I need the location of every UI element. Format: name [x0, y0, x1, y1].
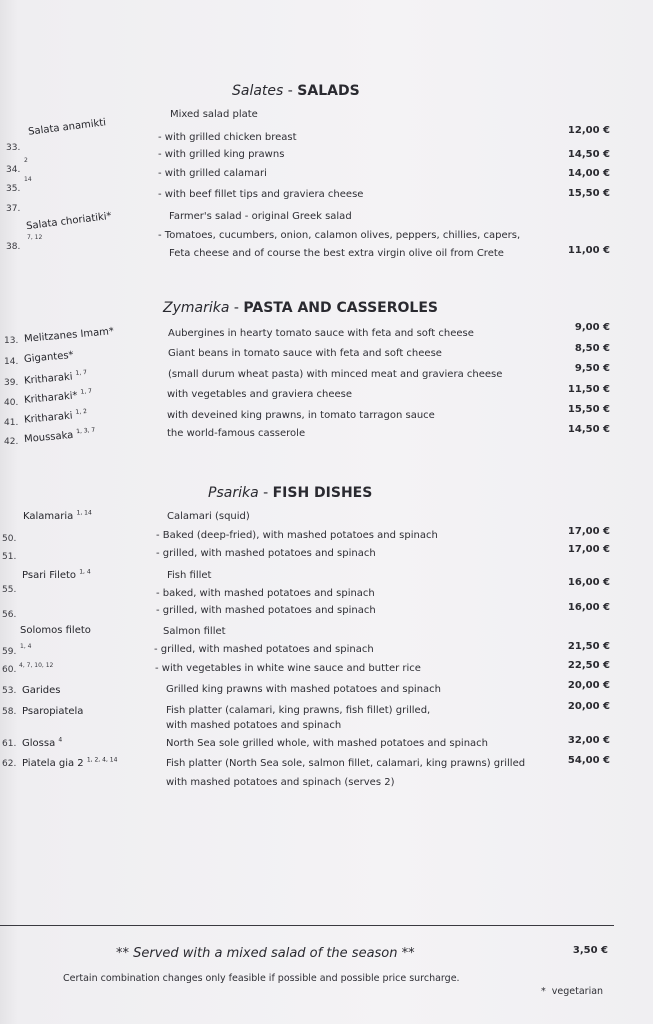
salata-choriatiki-line1: - Tomatoes, cucumbers, onion, calamon olives, peppers, chillies, capers,: [158, 230, 521, 241]
item-price: 9,50 €: [574, 363, 610, 374]
pasta-item-name: Gigantes*: [23, 349, 75, 366]
piatela-line2: with mashed potatoes and spinach (serves 2): [166, 777, 395, 788]
pasta-item-name-text: Kritharaki: [23, 371, 74, 387]
item-desc: - with beef fillet tips and graviera cheese: [158, 189, 364, 200]
solomos-desc: Salmon fillet: [163, 626, 226, 637]
pasta-item-desc: (small durum wheat pasta) with minced meat and graviera cheese: [168, 369, 503, 380]
allergen-sup: 2: [24, 157, 28, 164]
psaropiatela-name: Psaropiatela: [22, 706, 84, 717]
pasta-item-desc: with deveined king prawns, in tomato tarragon sauce: [167, 410, 435, 421]
pasta-item-name-text: Kritharaki: [23, 410, 74, 426]
item-number: 60.: [2, 665, 17, 675]
item-number: 40.: [4, 398, 19, 408]
item-number: 59.: [2, 647, 17, 657]
served-with-salad: ** Served with a mixed salad of the season **: [116, 946, 415, 961]
item-number: 51.: [2, 552, 17, 562]
garides-desc: Grilled king prawns with mashed potatoes and spinach: [166, 684, 442, 695]
pasta-item-name: [24, 409, 88, 425]
psaropiatela-line2: with mashed potatoes and spinach: [166, 720, 342, 731]
item-price: 11,50 €: [567, 384, 610, 395]
item-price: 14,00 €: [567, 168, 610, 179]
served-price: 3,50 €: [572, 945, 608, 956]
vegetarian-label: vegetarian: [551, 986, 604, 997]
item-price: 16,00 €: [567, 602, 610, 613]
item-price: 15,50 €: [567, 404, 610, 415]
item-desc: - with grilled calamari: [158, 168, 267, 179]
pasta-item-desc: the world-famous casserole: [167, 428, 306, 439]
salads-heading: Salates - SALADS: [232, 83, 360, 99]
pasta-item-name: [24, 370, 88, 386]
solomos-name: Solomos fileto: [20, 625, 91, 636]
pasta-item-name: Melitzanes Imam*: [23, 326, 115, 345]
item-number: 53.: [2, 686, 17, 696]
allergen-sup: 1, 7: [80, 387, 93, 396]
item-desc: - baked, with mashed potatoes and spinach: [156, 588, 375, 599]
item-desc: - grilled, with mashed potatoes and spinach: [154, 644, 374, 655]
item-price: 16,00 €: [567, 577, 610, 588]
item-number: 55.: [2, 585, 17, 595]
item-number: 56.: [2, 610, 17, 620]
pasta-item-name: [24, 428, 96, 445]
item-desc: - grilled, with mashed potatoes and spinach: [156, 605, 376, 616]
pasta-item-desc: Giant beans in tomato sauce with feta and soft cheese: [168, 348, 442, 359]
item-number: 62.: [2, 759, 17, 769]
item-price: 12,00 €: [567, 125, 610, 136]
glossa-name-text: Glossa: [22, 738, 56, 749]
salads-heading-greek: Salates: [232, 83, 284, 99]
psari-fileto-desc: Fish fillet: [167, 570, 212, 581]
pasta-item-desc: Aubergines in hearty tomato sauce with feta and soft cheese: [168, 328, 474, 339]
psari-fileto-name-text: Psari Fileto: [22, 570, 77, 581]
item-price: 17,00 €: [567, 526, 610, 537]
item-number: 61.: [2, 739, 17, 749]
pasta-item-name-text: Kritharaki*: [23, 390, 79, 406]
piatela-line1: Fish platter (North Sea sole, salmon fillet, calamari, king prawns) grilled: [166, 758, 526, 769]
item-price: 22,50 €: [567, 660, 610, 671]
glossa-name: [22, 738, 62, 749]
allergen-sup: 1, 3, 7: [75, 426, 96, 436]
kalamaria-desc: Calamari (squid): [167, 511, 250, 522]
allergen-sup: 4: [58, 736, 63, 744]
vegetarian-mark: *: [541, 986, 546, 997]
kalamaria-name-text: Kalamaria: [23, 511, 74, 522]
item-number: 13.: [4, 336, 19, 346]
item-number: 42.: [4, 437, 19, 447]
fish-heading-english: FISH DISHES: [272, 485, 373, 501]
item-desc: - grilled, with mashed potatoes and spinach: [156, 548, 376, 559]
item-price: 54,00 €: [567, 755, 610, 766]
item-number: 41.: [4, 418, 19, 428]
salata-anamikti-name: Salata anamikti: [27, 117, 107, 138]
allergen-sup: 1, 14: [76, 509, 92, 517]
vegetarian-legend: [541, 986, 603, 997]
item-price: 14,50 €: [567, 424, 610, 435]
pasta-item-name-text: Moussaka: [23, 429, 74, 446]
item-number: 39.: [4, 378, 19, 388]
salata-anamikti-desc: Mixed salad plate: [170, 109, 258, 120]
pasta-item-desc: with vegetables and graviera cheese: [167, 389, 353, 400]
item-price: 21,50 €: [567, 641, 610, 652]
kalamaria-name: [23, 511, 92, 522]
item-price: 20,00 €: [567, 701, 610, 712]
allergen-sup: 1, 4: [20, 643, 32, 650]
salads-heading-english: SALADS: [297, 83, 360, 99]
item-price: 14,50 €: [567, 149, 610, 160]
item-price: 9,00 €: [574, 322, 610, 333]
piatela-name: [22, 758, 117, 769]
salata-choriatiki-line2: Feta cheese and of course the best extra virgin olive oil from Crete: [169, 248, 504, 259]
allergen-sup: 1, 2: [75, 407, 88, 416]
fish-heading: Psarika - FISH DISHES: [208, 485, 373, 501]
garides-name: Garides: [22, 685, 61, 696]
allergen-sup: 14: [24, 176, 32, 183]
item-number: 50.: [2, 534, 17, 544]
footer-divider: [0, 925, 614, 926]
item-number: 38.: [6, 242, 21, 252]
allergen-sup: 7, 12: [27, 234, 43, 241]
item-price: 15,50 €: [567, 188, 610, 199]
item-number: 14.: [4, 357, 19, 367]
pasta-heading: Zymarika - PASTA AND CASSEROLES: [163, 300, 438, 316]
psari-fileto-name: [22, 570, 91, 581]
item-price: 8,50 €: [574, 343, 610, 354]
pasta-heading-greek: Zymarika: [163, 300, 230, 316]
item-price: 11,00 €: [567, 245, 610, 256]
item-number: 33.: [6, 143, 21, 153]
item-desc: - Baked (deep-fried), with mashed potatoes and spinach: [156, 530, 438, 541]
item-desc: - with vegetables in white wine sauce and butter rice: [155, 663, 421, 674]
psaropiatela-line1: Fish platter (calamari, king prawns, fish fillet) grilled,: [166, 705, 431, 716]
item-price: 17,00 €: [567, 544, 610, 555]
item-desc: - with grilled chicken breast: [158, 132, 297, 143]
fish-heading-greek: Psarika: [208, 485, 259, 501]
pasta-heading-english: PASTA AND CASSEROLES: [243, 300, 438, 316]
item-number: 58.: [2, 707, 17, 717]
allergen-sup: 1, 7: [75, 368, 88, 377]
item-price: 20,00 €: [567, 680, 610, 691]
pasta-item-name: [24, 389, 93, 406]
piatela-name-text: Piatela gia 2: [22, 758, 84, 769]
item-number: 37.: [6, 204, 21, 214]
combination-note: Certain combination changes only feasible if possible and possible price surcharge.: [63, 973, 460, 984]
item-desc: - with grilled king prawns: [158, 149, 285, 160]
allergen-sup: 1, 4: [79, 568, 91, 576]
allergen-sup: 4, 7, 10, 12: [19, 662, 54, 669]
salata-choriatiki-name: Salata choriatiki*: [25, 210, 113, 233]
salata-choriatiki-desc: Farmer's salad - original Greek salad: [169, 211, 352, 222]
item-number: 35.: [6, 184, 21, 194]
allergen-sup: 1, 2, 4, 14: [86, 756, 118, 764]
item-number: 34.: [6, 165, 21, 175]
item-price: 32,00 €: [567, 735, 610, 746]
glossa-desc: North Sea sole grilled whole, with mashed potatoes and spinach: [166, 738, 489, 749]
